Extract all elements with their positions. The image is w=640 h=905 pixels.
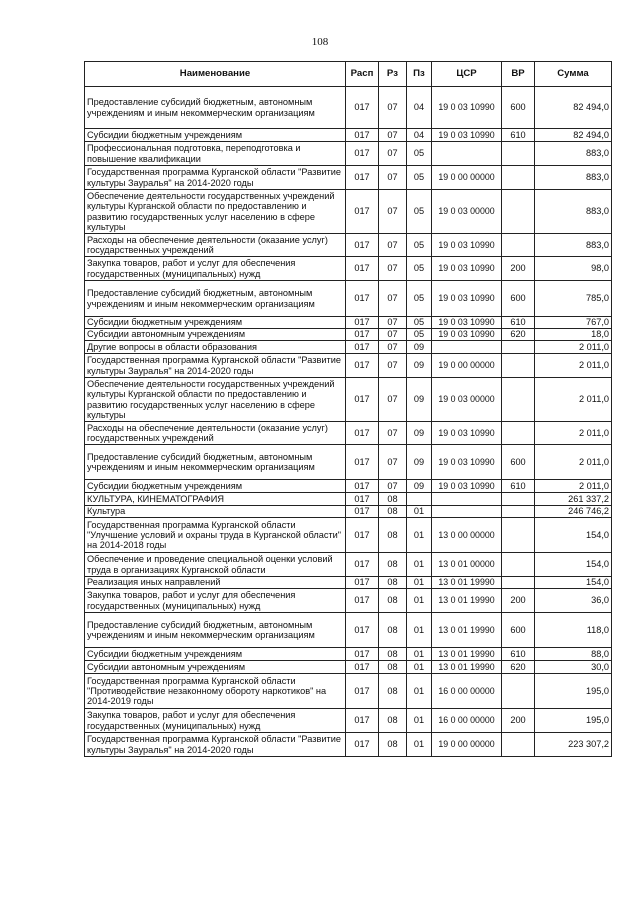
header-name: Наименование: [85, 62, 346, 87]
cell-rasp: 017: [346, 317, 379, 329]
cell-rz: 07: [379, 87, 407, 129]
table-row: [85, 341, 612, 354]
cell-rz: 07: [379, 329, 407, 341]
cell-sum: 2 011,0: [535, 480, 612, 493]
cell-rz: 08: [379, 518, 407, 553]
cell-rasp: 017: [346, 234, 379, 257]
cell-rz: 07: [379, 354, 407, 378]
cell-vr: [502, 142, 535, 166]
cell-pz: 05: [407, 190, 432, 234]
cell-csr: 19 0 03 10990: [432, 445, 502, 480]
cell-rz: 08: [379, 709, 407, 733]
cell-rz: 07: [379, 317, 407, 329]
cell-name: Расходы на обеспечение деятельности (оказание услуг) государственных учреждений: [85, 234, 346, 257]
cell-name: Предоставление субсидий бюджетным, автономным учреждениям и иным некоммерческим организациям: [85, 87, 346, 129]
cell-sum: 98,0: [535, 257, 612, 281]
cell-vr: 620: [502, 329, 535, 341]
cell-sum: 2 011,0: [535, 445, 612, 480]
cell-vr: 200: [502, 257, 535, 281]
cell-rz: 07: [379, 480, 407, 493]
cell-rasp: 017: [346, 422, 379, 445]
cell-rasp: 017: [346, 445, 379, 480]
cell-csr: 19 0 03 10990: [432, 281, 502, 317]
cell-sum: 154,0: [535, 553, 612, 577]
cell-vr: [502, 341, 535, 354]
cell-rasp: 017: [346, 518, 379, 553]
cell-rz: 07: [379, 166, 407, 190]
cell-rasp: 017: [346, 354, 379, 378]
cell-pz: 05: [407, 142, 432, 166]
table-row: [85, 674, 612, 709]
cell-csr: 19 0 03 10990: [432, 257, 502, 281]
cell-rz: 08: [379, 661, 407, 674]
cell-csr: 13 0 01 19990: [432, 648, 502, 661]
cell-name: Обеспечение и проведение специальной оценки условий труда в организациях Курганской области: [85, 553, 346, 577]
cell-rz: 08: [379, 506, 407, 518]
cell-rz: 07: [379, 142, 407, 166]
cell-pz: 09: [407, 378, 432, 422]
cell-sum: 18,0: [535, 329, 612, 341]
cell-name: Субсидии бюджетным учреждениям: [85, 480, 346, 493]
cell-pz: 01: [407, 648, 432, 661]
cell-vr: [502, 422, 535, 445]
budget-table: [84, 61, 612, 757]
cell-sum: 261 337,2: [535, 493, 612, 506]
cell-rasp: 017: [346, 341, 379, 354]
cell-vr: 200: [502, 709, 535, 733]
cell-name: Государственная программа Курганской области "Противодействие незаконному обороту наркотиков" на 2014-2019 годы: [85, 674, 346, 709]
table-header-row: [85, 62, 612, 87]
cell-rz: 07: [379, 445, 407, 480]
cell-rasp: 017: [346, 613, 379, 648]
cell-vr: [502, 506, 535, 518]
cell-vr: [502, 553, 535, 577]
cell-pz: 05: [407, 234, 432, 257]
cell-name: КУЛЬТУРА, КИНЕМАТОГРАФИЯ: [85, 493, 346, 506]
cell-vr: [502, 378, 535, 422]
table-row: [85, 577, 612, 589]
cell-sum: 883,0: [535, 190, 612, 234]
cell-name: Закупка товаров, работ и услуг для обеспечения государственных (муниципальных) нужд: [85, 709, 346, 733]
cell-sum: 195,0: [535, 709, 612, 733]
cell-rz: 07: [379, 281, 407, 317]
cell-name: Расходы на обеспечение деятельности (оказание услуг) государственных учреждений: [85, 422, 346, 445]
cell-csr: 19 0 00 00000: [432, 354, 502, 378]
cell-name: Профессиональная подготовка, переподготовка и повышение квалификации: [85, 142, 346, 166]
table-row: [85, 480, 612, 493]
cell-pz: 01: [407, 577, 432, 589]
cell-csr: 13 0 01 19990: [432, 589, 502, 613]
cell-sum: 883,0: [535, 166, 612, 190]
cell-name: Государственная программа Курганской области "Развитие культуры Зауралья" на 2014-2020 годы: [85, 733, 346, 757]
cell-vr: [502, 354, 535, 378]
cell-csr: 13 0 01 19990: [432, 613, 502, 648]
cell-rasp: 017: [346, 142, 379, 166]
cell-pz: 05: [407, 281, 432, 317]
table-row: [85, 234, 612, 257]
cell-vr: [502, 493, 535, 506]
table-row: [85, 493, 612, 506]
cell-sum: 118,0: [535, 613, 612, 648]
cell-rz: 08: [379, 589, 407, 613]
cell-rz: 08: [379, 674, 407, 709]
cell-vr: 610: [502, 317, 535, 329]
cell-name: Культура: [85, 506, 346, 518]
cell-csr: 19 0 03 10990: [432, 480, 502, 493]
cell-name: Субсидии бюджетным учреждениям: [85, 648, 346, 661]
cell-rasp: 017: [346, 190, 379, 234]
cell-csr: 19 0 03 10990: [432, 329, 502, 341]
cell-rz: 08: [379, 733, 407, 757]
cell-name: Субсидии автономным учреждениям: [85, 661, 346, 674]
cell-csr: 16 0 00 00000: [432, 674, 502, 709]
cell-pz: 04: [407, 129, 432, 142]
cell-pz: 01: [407, 709, 432, 733]
cell-rz: 08: [379, 613, 407, 648]
cell-pz: 05: [407, 257, 432, 281]
cell-sum: 223 307,2: [535, 733, 612, 757]
cell-name: Обеспечение деятельности государственных учреждений культуры Курганской области по предоставлению и развитию государственных услуг населению в сфере культуры: [85, 378, 346, 422]
cell-csr: 19 0 03 10990: [432, 234, 502, 257]
table-row: [85, 709, 612, 733]
cell-sum: 30,0: [535, 661, 612, 674]
page-number: 108: [311, 36, 329, 48]
header-rasp: Расп: [346, 62, 379, 87]
cell-sum: 88,0: [535, 648, 612, 661]
cell-pz: 01: [407, 613, 432, 648]
cell-pz: 09: [407, 445, 432, 480]
cell-vr: 600: [502, 445, 535, 480]
cell-sum: 154,0: [535, 518, 612, 553]
cell-rasp: 017: [346, 648, 379, 661]
cell-pz: 09: [407, 354, 432, 378]
table-row: [85, 281, 612, 317]
cell-sum: 883,0: [535, 142, 612, 166]
table-row: [85, 129, 612, 142]
cell-rasp: 017: [346, 506, 379, 518]
cell-pz: 05: [407, 166, 432, 190]
cell-csr: 19 0 03 10990: [432, 87, 502, 129]
cell-rz: 07: [379, 129, 407, 142]
cell-pz: 09: [407, 480, 432, 493]
header-rz: Рз: [379, 62, 407, 87]
cell-rz: 07: [379, 341, 407, 354]
cell-rasp: 017: [346, 87, 379, 129]
cell-name: Субсидии бюджетным учреждениям: [85, 129, 346, 142]
cell-csr: 19 0 00 00000: [432, 733, 502, 757]
cell-vr: 610: [502, 129, 535, 142]
table-row: [85, 553, 612, 577]
cell-vr: 610: [502, 480, 535, 493]
cell-pz: 01: [407, 518, 432, 553]
table-row: [85, 378, 612, 422]
cell-pz: 09: [407, 341, 432, 354]
cell-csr: 13 0 01 19990: [432, 661, 502, 674]
cell-rz: 08: [379, 648, 407, 661]
cell-name: Субсидии автономным учреждениям: [85, 329, 346, 341]
cell-vr: [502, 674, 535, 709]
cell-rasp: 017: [346, 674, 379, 709]
table-row: [85, 613, 612, 648]
table-row: [85, 354, 612, 378]
cell-sum: 2 011,0: [535, 422, 612, 445]
cell-sum: 2 011,0: [535, 341, 612, 354]
cell-rasp: 017: [346, 709, 379, 733]
cell-csr: 19 0 03 10990: [432, 422, 502, 445]
cell-sum: 2 011,0: [535, 354, 612, 378]
table-row: [85, 733, 612, 757]
cell-sum: 36,0: [535, 589, 612, 613]
cell-rasp: 017: [346, 129, 379, 142]
table-row: [85, 422, 612, 445]
cell-pz: 01: [407, 733, 432, 757]
cell-vr: [502, 733, 535, 757]
header-sum: Сумма: [535, 62, 612, 87]
table-row: [85, 506, 612, 518]
table-row: [85, 257, 612, 281]
cell-csr: [432, 142, 502, 166]
cell-csr: 19 0 03 10990: [432, 129, 502, 142]
cell-sum: 82 494,0: [535, 87, 612, 129]
cell-sum: 246 746,2: [535, 506, 612, 518]
cell-csr: [432, 493, 502, 506]
cell-rasp: 017: [346, 661, 379, 674]
cell-name: Другие вопросы в области образования: [85, 341, 346, 354]
cell-sum: 2 011,0: [535, 378, 612, 422]
cell-csr: 13 0 00 00000: [432, 518, 502, 553]
cell-rasp: 017: [346, 329, 379, 341]
table-row: [85, 648, 612, 661]
cell-vr: [502, 190, 535, 234]
cell-pz: 04: [407, 87, 432, 129]
cell-name: Обеспечение деятельности государственных учреждений культуры Курганской области по предоставлению и развитию государственных услуг населению в сфере культуры: [85, 190, 346, 234]
cell-rz: 07: [379, 422, 407, 445]
header-csr: ЦСР: [432, 62, 502, 87]
cell-rasp: 017: [346, 281, 379, 317]
cell-pz: 01: [407, 589, 432, 613]
cell-name: Закупка товаров, работ и услуг для обеспечения государственных (муниципальных) нужд: [85, 257, 346, 281]
cell-rz: 07: [379, 378, 407, 422]
cell-pz: 01: [407, 553, 432, 577]
cell-sum: 785,0: [535, 281, 612, 317]
cell-csr: 19 0 03 00000: [432, 190, 502, 234]
cell-pz: 01: [407, 506, 432, 518]
cell-rz: 07: [379, 190, 407, 234]
cell-rz: 08: [379, 493, 407, 506]
table-row: [85, 589, 612, 613]
cell-name: Государственная программа Курганской области "Улучшение условий и охраны труда в Курганской области" на 2014-2018 годы: [85, 518, 346, 553]
cell-csr: 19 0 03 00000: [432, 378, 502, 422]
cell-sum: 883,0: [535, 234, 612, 257]
table-row: [85, 329, 612, 341]
cell-rz: 07: [379, 257, 407, 281]
cell-rasp: 017: [346, 378, 379, 422]
cell-name: Субсидии бюджетным учреждениям: [85, 317, 346, 329]
cell-pz: 01: [407, 674, 432, 709]
table-row: [85, 445, 612, 480]
cell-pz: [407, 493, 432, 506]
table-row: [85, 317, 612, 329]
cell-vr: [502, 234, 535, 257]
cell-vr: 620: [502, 661, 535, 674]
cell-vr: [502, 577, 535, 589]
cell-name: Реализация иных направлений: [85, 577, 346, 589]
cell-csr: 16 0 00 00000: [432, 709, 502, 733]
cell-rasp: 017: [346, 493, 379, 506]
table-row: [85, 190, 612, 234]
cell-name: Предоставление субсидий бюджетным, автономным учреждениям и иным некоммерческим организациям: [85, 613, 346, 648]
cell-csr: [432, 506, 502, 518]
cell-rz: 08: [379, 577, 407, 589]
cell-vr: 200: [502, 589, 535, 613]
cell-name: Предоставление субсидий бюджетным, автономным учреждениям и иным некоммерческим организациям: [85, 445, 346, 480]
table-row: [85, 518, 612, 553]
cell-rasp: 017: [346, 553, 379, 577]
cell-rasp: 017: [346, 589, 379, 613]
cell-csr: 13 0 01 19990: [432, 577, 502, 589]
cell-rasp: 017: [346, 577, 379, 589]
cell-vr: 610: [502, 648, 535, 661]
cell-name: Государственная программа Курганской области "Развитие культуры Зауралья" на 2014-2020 годы: [85, 166, 346, 190]
header-pz: Пз: [407, 62, 432, 87]
table-row: [85, 166, 612, 190]
cell-vr: 600: [502, 87, 535, 129]
cell-csr: 13 0 01 00000: [432, 553, 502, 577]
table-row: [85, 87, 612, 129]
cell-name: Закупка товаров, работ и услуг для обеспечения государственных (муниципальных) нужд: [85, 589, 346, 613]
cell-name: Государственная программа Курганской области "Развитие культуры Зауралья" на 2014-2020 годы: [85, 354, 346, 378]
table-row: [85, 142, 612, 166]
cell-rz: 08: [379, 553, 407, 577]
cell-name: Предоставление субсидий бюджетным, автономным учреждениям и иным некоммерческим организациям: [85, 281, 346, 317]
cell-csr: 19 0 00 00000: [432, 166, 502, 190]
cell-csr: [432, 341, 502, 354]
cell-sum: 195,0: [535, 674, 612, 709]
cell-vr: [502, 166, 535, 190]
cell-vr: 600: [502, 613, 535, 648]
cell-pz: 09: [407, 422, 432, 445]
header-vr: ВР: [502, 62, 535, 87]
cell-pz: 05: [407, 329, 432, 341]
cell-pz: 05: [407, 317, 432, 329]
cell-vr: [502, 518, 535, 553]
cell-rasp: 017: [346, 257, 379, 281]
cell-rasp: 017: [346, 733, 379, 757]
cell-rasp: 017: [346, 480, 379, 493]
table-row: [85, 661, 612, 674]
cell-rasp: 017: [346, 166, 379, 190]
cell-sum: 82 494,0: [535, 129, 612, 142]
cell-rz: 07: [379, 234, 407, 257]
cell-pz: 01: [407, 661, 432, 674]
cell-sum: 767,0: [535, 317, 612, 329]
cell-vr: 600: [502, 281, 535, 317]
cell-csr: 19 0 03 10990: [432, 317, 502, 329]
cell-sum: 154,0: [535, 577, 612, 589]
